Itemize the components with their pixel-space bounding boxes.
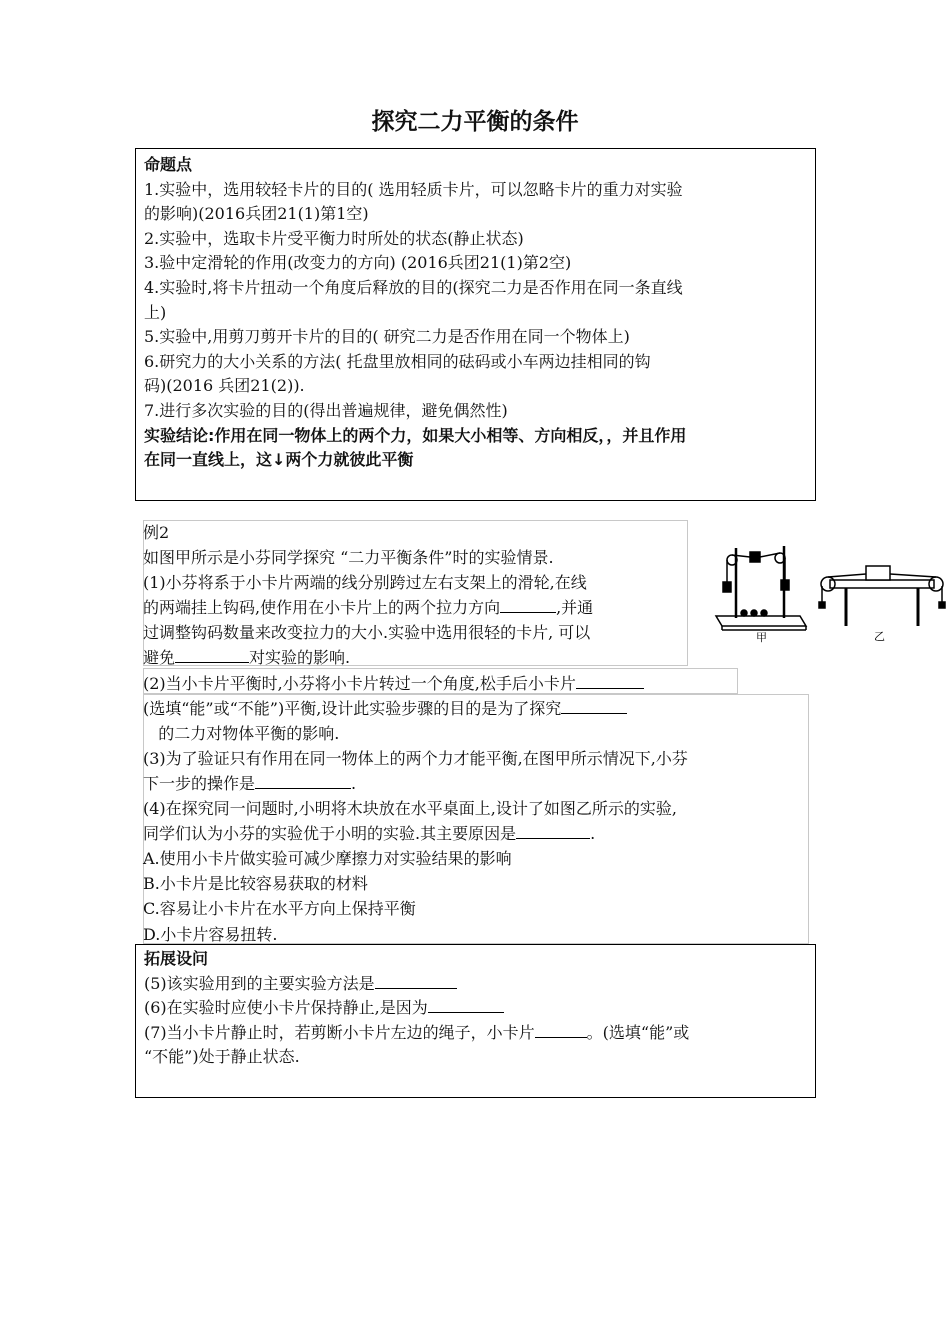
text: . <box>590 824 596 844</box>
answer-blank-9[interactable] <box>535 1022 587 1038</box>
point-line: 码)(2016 兵团21(2)). <box>144 376 305 396</box>
question-5-line <box>144 972 807 997</box>
question-1-line: (1)小芬将系于小卡片两端的线分别跨过左右支架上的滑轮,在线 <box>143 573 587 593</box>
point-line: 4.实验时,将卡片扭动一个角度后释放的目的(探究二力是否作用在同一条直线 <box>144 277 683 297</box>
example-label: 例2 <box>143 523 170 542</box>
text: 对实验的影响. <box>249 648 351 668</box>
figure-yi-apparatus <box>818 560 950 644</box>
question-7-line: “不能”)处于静止状态. <box>144 1047 300 1067</box>
question-6-line <box>144 996 807 1021</box>
answer-blank-6[interactable] <box>516 823 590 839</box>
question-2-line <box>143 671 813 696</box>
extension-box <box>135 944 816 1098</box>
extension-heading: 拓展设问 <box>144 949 209 968</box>
conclusion-line: 实验结论:作用在同一物体上的两个力，如果大小相等、方向相反，，并且作用 <box>144 425 687 445</box>
text: 同学们认为小芬的实验优于小明的实验.其主要原因是 <box>143 824 517 844</box>
question-4-line: (4)在探究同一问题时,小明将木块放在水平桌面上,设计了如图乙所示的实验, <box>143 799 677 819</box>
text: (7)当小卡片静止时，若剪断小卡片左边的绳子，小卡片 <box>144 1022 535 1042</box>
point-line: 6.研究力的大小关系的方法( 托盘里放相同的砝码或小车两边挂相同的钩 <box>144 351 651 371</box>
point-line: 3.验中定滑轮的作用(改变力的方向) (2016兵团21(1)第2空) <box>144 253 572 273</box>
question-2-line: 的二力对物体平衡的影响. <box>143 723 340 743</box>
option-b[interactable]: B.小卡片是比较容易获取的材料 <box>143 874 368 894</box>
text: 避免 <box>143 648 176 668</box>
question-3-line: (3)为了验证只有作用在同一物体上的两个力才能平衡,在图甲所示情况下,小芬 <box>143 748 688 768</box>
question-1-line: 过调整钩码数量来改变拉力的大小.实验中选用很轻的卡片, 可以 <box>143 623 591 643</box>
key-points-box <box>135 148 816 501</box>
question-7-line <box>144 1021 807 1046</box>
figure-jia-label: 甲 <box>756 631 767 644</box>
text: 下一步的操作是 <box>143 773 256 793</box>
question-4-line <box>143 821 813 846</box>
page-title: 探究二力平衡的条件 <box>371 109 579 135</box>
conclusion-line: 在同一直线上，这↓两个力就彼此平衡 <box>144 450 414 470</box>
text: . <box>351 773 357 793</box>
text: (2)当小卡片平衡时,小芬将小卡片转过一个角度,松手后小卡片 <box>143 673 576 693</box>
question-1-line <box>143 645 813 670</box>
answer-blank-4[interactable] <box>561 698 627 714</box>
figure-yi-label: 乙 <box>874 630 885 643</box>
answer-blank-2[interactable] <box>175 647 249 663</box>
answer-blank-7[interactable] <box>375 973 457 989</box>
point-line: 上) <box>144 302 167 322</box>
question-2-line <box>143 696 813 721</box>
answer-blank-5[interactable] <box>255 773 351 789</box>
figure-jia-apparatus <box>710 538 810 644</box>
point-line: 1.实验中，选用较轻卡片的目的( 选用轻质卡片，可以忽略卡片的重力对实验 <box>144 179 683 199</box>
text: (选填“能”或“不能”)平衡,设计此实验步骤的目的是为了探究 <box>143 698 562 718</box>
example-intro: 如图甲所示是小芬同学探究 “二力平衡条件”时的实验情景. <box>143 548 554 568</box>
point-line: 的影响)(2016兵团21(1)第1空) <box>144 204 369 224</box>
answer-blank-1[interactable] <box>500 597 556 613</box>
answer-blank-8[interactable] <box>428 997 504 1013</box>
answer-blank-3[interactable] <box>576 673 644 689</box>
text: (6)在实验时应使小卡片保持静止,是因为 <box>144 998 428 1018</box>
question-3-line <box>143 771 813 796</box>
point-line: 2.实验中，选取卡片受平衡力时所处的状态(静止状态) <box>144 228 524 248</box>
option-c[interactable]: C.容易让小卡片在水平方向上保持平衡 <box>143 899 416 919</box>
key-points-heading: 命题点 <box>144 155 193 174</box>
option-d[interactable]: D.小卡片容易扭转. <box>143 924 278 944</box>
text: 的两端挂上钩码,使作用在小卡片上的两个拉力方向 <box>143 598 501 618</box>
text: 。(选填“能”或 <box>586 1022 690 1042</box>
point-line: 5.实验中,用剪刀剪开卡片的目的( 研究二力是否作用在同一个物体上) <box>144 327 630 347</box>
text: ,并通 <box>556 598 594 618</box>
option-a[interactable]: A.使用小卡片做实验可减少摩擦力对实验结果的影响 <box>143 849 512 869</box>
text: (5)该实验用到的主要实验方法是 <box>144 973 375 993</box>
point-line: 7.进行多次实验的目的(得出普遍规律，避免偶然性) <box>144 400 508 420</box>
